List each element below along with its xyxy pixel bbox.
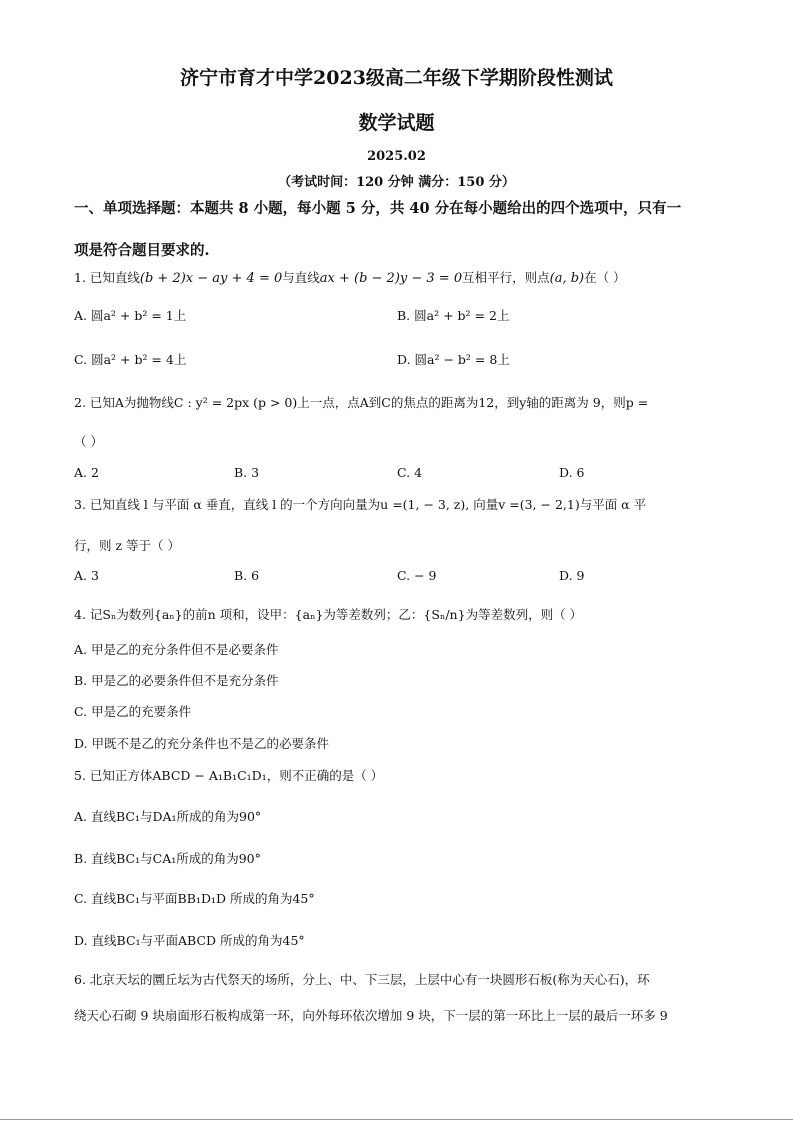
question-3-stem-line1: 3. 已知直线 l 与平面 α 垂直，直线 l 的一个方向向量为u =(1, − 3, z), 向量v =(3, − 2,1)与平面 α 平 [74, 497, 647, 512]
q3-option-b: B. 6 [234, 568, 260, 583]
q1-option-a: A. 圆a² + b² = 1上 [74, 308, 187, 323]
section-heading-line1: 一、单项选择题：本题共 8 小题，每小题 5 分，共 40 分在每小题给出的四个选项中，只有一 [74, 200, 682, 217]
question-5-stem: 5. 已知正方体ABCD − A₁B₁C₁D₁，则不正确的是（ ） [74, 768, 384, 783]
subject-title: 数学试题 [358, 112, 435, 134]
question-1-stem [74, 268, 626, 286]
q1-text-4: 在（ ） [584, 270, 626, 285]
q3-option-a: A. 3 [74, 568, 99, 583]
q1-option-d: D. 圆a² − b² = 8上 [397, 352, 510, 367]
question-2-stem-line2: （ ） [74, 434, 103, 449]
q3-option-d: D. 9 [559, 568, 585, 583]
section-heading-line2: 项是符合题目要求的. [74, 242, 210, 259]
page-bottom-rule [0, 1119, 793, 1120]
question-6-stem-line2: 绕天心石砌 9 块扇面形石板构成第一环，向外每环依次增加 9 块，下一层的第一环比上一层的最后一环多 9 [74, 1008, 668, 1023]
q1-line-equation-1: (b + 2)x − ay + 4 = 0 [139, 271, 283, 286]
q1-point: (a, b) [549, 271, 585, 286]
q4-option-b: B. 甲是乙的必要条件但不是充分条件 [74, 673, 279, 688]
exam-date: 2025.02 [367, 149, 426, 164]
q4-option-d: D. 甲既不是乙的充分条件也不是乙的必要条件 [74, 736, 330, 751]
q2-option-b: B. 3 [234, 465, 260, 480]
q2-option-a: A. 2 [74, 465, 99, 480]
q1-option-c: C. 圆a² + b² = 4上 [74, 352, 187, 367]
q1-option-b: B. 圆a² + b² = 2上 [397, 308, 510, 323]
exam-title: 济宁市育才中学2023级高二年级下学期阶段性测试 [180, 67, 613, 89]
question-2-stem-line1: 2. 已知A为抛物线C : y² = 2px (p > 0)上一点，点A到C的焦点的距离为12，到y轴的距离为 9，则p = [74, 395, 649, 410]
question-4-stem: 4. 记Sₙ为数列{aₙ}的前n 项和，设甲：{aₙ}为等差数列；乙：{Sₙ/n}为等差数列，则（ ） [74, 607, 583, 622]
q2-option-c: C. 4 [397, 465, 423, 480]
q5-option-a: A. 直线BC₁与DA₁所成的角为90° [74, 809, 262, 824]
q5-option-c: C. 直线BC₁与平面BB₁D₁D 所成的角为45° [74, 891, 315, 906]
exam-info: （考试时间：120 分钟 满分：150 分） [278, 175, 515, 190]
q4-option-a: A. 甲是乙的充分条件但不是必要条件 [74, 642, 279, 657]
question-6-stem-line1: 6. 北京天坛的圜丘坛为古代祭天的场所，分上、中、下三层，上层中心有一块圆形石板(称为天心石)，环 [74, 972, 650, 987]
q4-option-c: C. 甲是乙的充要条件 [74, 704, 192, 719]
q5-option-b: B. 直线BC₁与CA₁所成的角为90° [74, 851, 261, 866]
q3-option-c: C. − 9 [397, 568, 437, 583]
question-3-stem-line2: 行，则 z 等于（ ） [74, 538, 181, 553]
q1-line-equation-2: ax + (b − 2)y − 3 = 0 [319, 271, 463, 286]
q1-text-2: 与直线 [282, 270, 320, 285]
q2-option-d: D. 6 [559, 465, 585, 480]
q1-text-1: 1. 已知直线 [74, 270, 140, 285]
q1-text-3: 互相平行，则点 [462, 270, 550, 285]
q5-option-d: D. 直线BC₁与平面ABCD 所成的角为45° [74, 933, 305, 948]
